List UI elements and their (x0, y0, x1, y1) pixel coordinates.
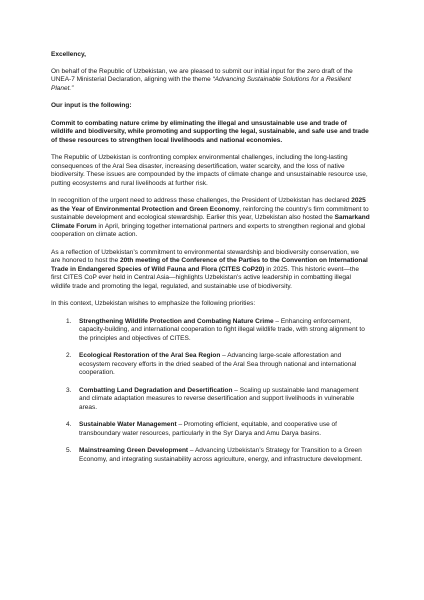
salutation: Excellency, (51, 51, 86, 58)
list-item-number: 2. (66, 352, 72, 359)
list-item-number: 3. (66, 386, 72, 394)
opening-paragraph (51, 68, 370, 94)
reflection-paragraph (51, 249, 370, 292)
priorities-list (51, 318, 370, 465)
list-item (51, 387, 370, 413)
list-item (51, 318, 370, 344)
recognition-paragraph (51, 197, 370, 240)
list-item-title: Ecological Restoration of the Aral Sea Region (79, 352, 221, 359)
list-item-text: – Promoting efficient, equitable, and cooperative use of transboundary water resources, particularly in the Syr Darya and Amu Darya basins. (79, 421, 337, 437)
recognition-part3: in April, bringing together international partners and experts to strengthen regional and global cooperation on climate action. (51, 222, 366, 238)
list-item-text: – Advancing Uzbekistan’s Strategy for Transition to a Green Economy, and integrating sustainability across agriculture, energy, and infrastructure development. (79, 447, 363, 463)
list-item (51, 352, 370, 378)
list-item-title: Strengthening Wildlife Protection and Combating Nature Crime (79, 317, 274, 325)
context-paragraph: The Republic of Uzbekistan is confronting complex environmental challenges, including the long-lasting consequences of the Aral Sea disaster, increasing desertification, water scarcity, and the loss of native biodiversity. These issues are compounded by the impacts of climate change and unsustainable resource use, putting ecosystems and rural livelihoods at further risk. (51, 154, 368, 187)
recognition-part2: , reinforcing the country’s firm commitment to sustainable development and ecological stewardship. Earlier this year, Uzbekistan also hosted the (51, 205, 369, 221)
reflection-part1: As a reflection of Uzbekistan’s commitment to environmental stewardship and biodiversity conservation, we are honored to host the (51, 248, 360, 264)
list-item-title: Sustainable Water Management (79, 421, 177, 428)
list-item-title: Combatting Land Degradation and Desertification (79, 386, 233, 394)
reflection-part2: in 2025. This historic event—the first CITES CoP ever held in Central Asia—highlights Uzbekistan’s active leadership in combatting illegal wildlife trade and promoting the legal, regulated, and sustainable use of biodiversity. (51, 265, 359, 290)
recognition-bold2: Samarkand Climate Forum (51, 214, 370, 230)
recognition-part1: In recognition of the urgent need to address these challenges, the President of Uzbekistan has declared (51, 197, 352, 204)
list-item-number: 5. (66, 447, 72, 454)
commitment-statement: Commit to combating nature crime by eliminating the illegal and unsustainable use and trade of wildlife and biodiversity, while promoting and supporting the legal, sustainable, and safe use and trade of these resources to strengthen local livelihoods and national economies. (51, 119, 369, 144)
list-item (51, 421, 370, 438)
opening-text: On behalf of the Republic of Uzbekistan, we are pleased to submit our initial input for the zero draft of the UNEA-7 Ministerial Declaration, aligning with the theme (51, 67, 353, 83)
list-item-text: – Enhancing enforcement, capacity-building, and international cooperation to fight illegal wildlife trade, with strong alignment to the principles and objectives of CITES. (79, 317, 365, 342)
reflection-bold1: 20th meeting of the Conference of the Parties to the Convention on International Trade in Endangered Species of Wild Fauna and Flora (CITES CoP20) (51, 257, 368, 273)
input-heading: Our input is the following: (51, 102, 132, 109)
list-item-number: 1. (66, 317, 72, 325)
list-item-title: Mainstreaming Green Development (79, 447, 189, 454)
list-item-text: – Scaling up sustainable land management and climate adaptation measures to reverse desertification and support livelihoods in vulnerable areas. (79, 386, 359, 411)
list-item-text: – Advancing large-scale afforestation and ecosystem recovery efforts in the dried seabed of the Aral Sea through national and international cooperation. (79, 352, 357, 376)
list-item-number: 4. (66, 421, 72, 428)
list-item (51, 447, 370, 464)
priorities-intro: In this context, Uzbekistan wishes to emphasize the following priorities: (51, 300, 256, 307)
theme-text: “Advancing Sustainable Solutions for a Resilient Planet.” (51, 76, 351, 92)
recognition-bold1: 2025 as the Year of Environmental Protection and Green Economy (51, 197, 366, 213)
